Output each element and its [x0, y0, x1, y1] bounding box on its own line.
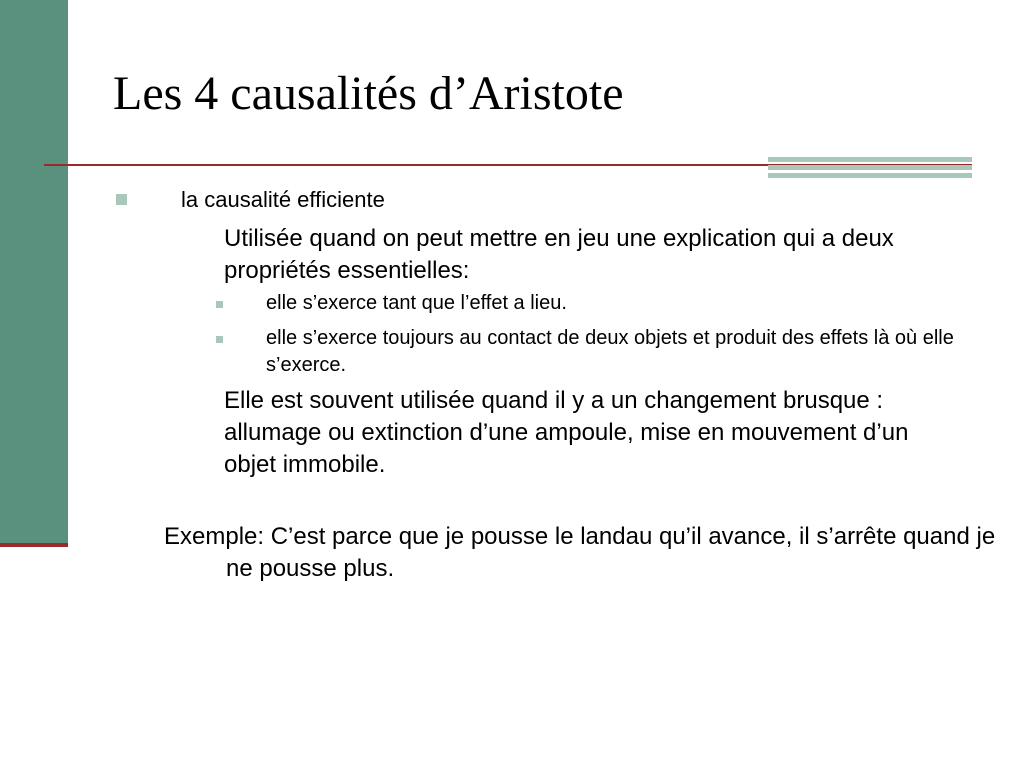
decorative-stripe	[768, 165, 972, 170]
square-bullet-icon	[116, 194, 127, 205]
sub-bullet-text: elle s’exerce tant que l’effet a lieu.	[266, 292, 567, 314]
square-bullet-icon	[216, 336, 223, 343]
decorative-stripe	[768, 173, 972, 178]
decorative-stripe	[768, 157, 972, 162]
paragraph-definition: Utilisée quand on peut mettre en jeu une explication qui a deux propriétés essentielles:	[224, 225, 894, 284]
side-accent-rule	[0, 543, 68, 547]
example-text: Exemple: C’est parce que je pousse le landau qu’il avance, il s’arrête quand je ne pousse plus.	[164, 523, 996, 582]
side-accent-bar	[0, 0, 68, 545]
bullet-level1-text: la causalité efficiente	[181, 187, 385, 212]
slide-title: Les 4 causalités d’Aristote	[113, 67, 624, 120]
sub-bullet-text: elle s’exerce toujours au contact de deux objets et produit des effets là où elle s’exerce.	[266, 327, 954, 376]
decorative-stripes	[768, 157, 972, 179]
paragraph-usage: Elle est souvent utilisée quand il y a un changement brusque : allumage ou extinction d’une ampoule, mise en mouvement d’un objet immobile.	[224, 387, 909, 478]
square-bullet-icon	[216, 301, 223, 308]
